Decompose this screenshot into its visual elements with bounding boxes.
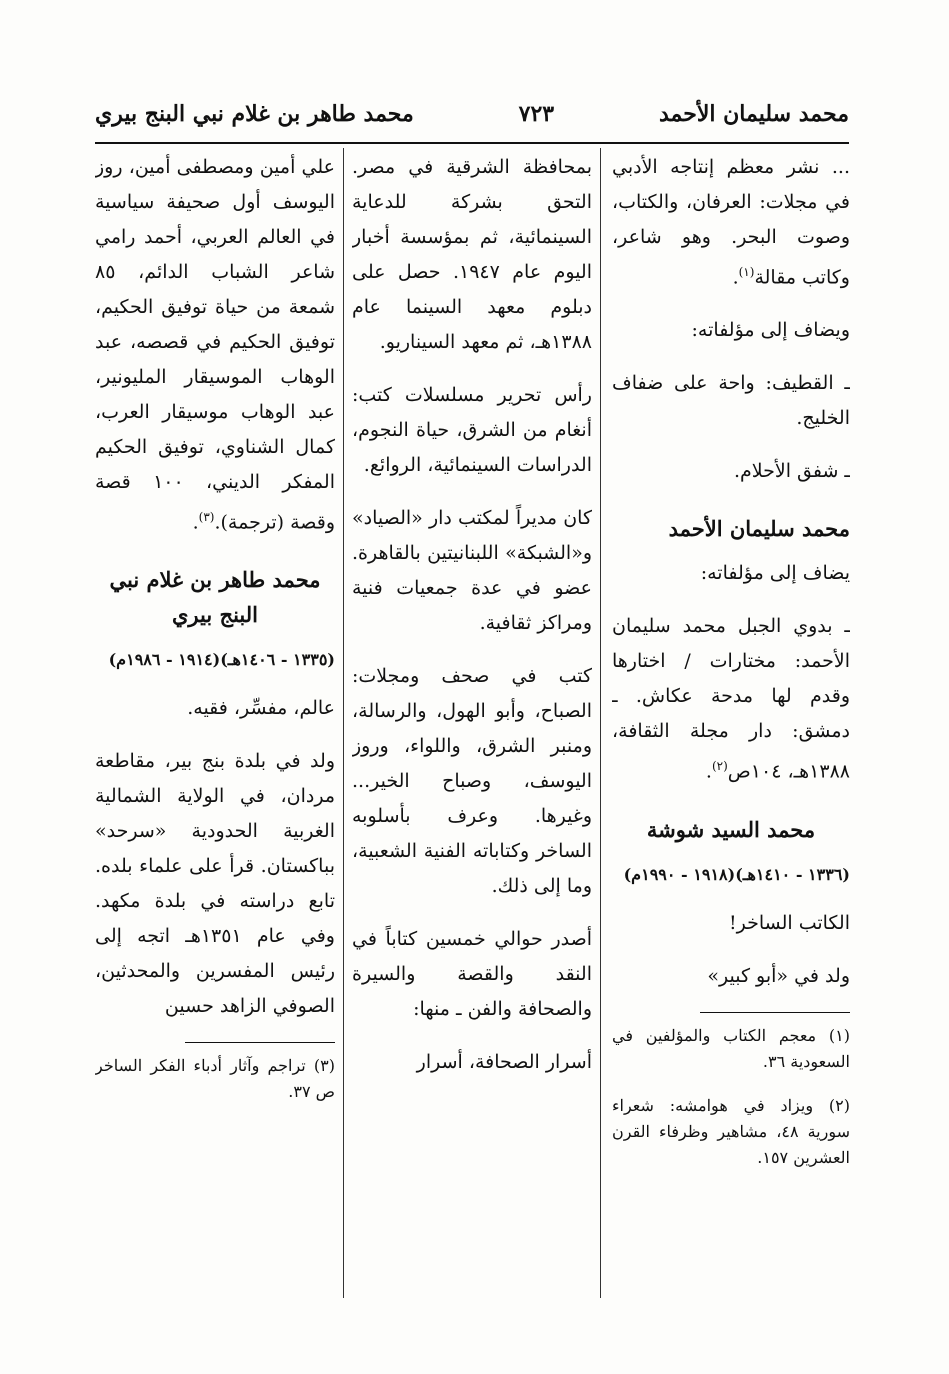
paragraph: ولد في «أبو كبير» (707, 964, 850, 987)
paragraph: كان مديراً لمكتب دار «الصياد» و«الشبكة» اللبنانيتين بالقاهرة. عضو في عدة جمعيات فنية ومراكز ثقافية. (352, 507, 592, 634)
entry-dates: (١٣٣٥ - ١٤٠٦هـ)(١٩١٤ - ١٩٨٦م) (108, 650, 335, 670)
header-right-title: محمد سليمان الأحمد (658, 101, 849, 127)
paragraph: بمحافظة الشرقية في مصر. التحق بشركة للدعاية السينمائية، ثم بمؤسسة أخبار اليوم عام ١٩٤٧. حصل على دبلوم معهد السينما عام ١٣٨٨هـ، ثم معهد السيناريو. (352, 156, 592, 353)
column-middle (352, 150, 592, 1310)
header-rule (95, 142, 849, 144)
footnote-ref: (٣) (198, 510, 215, 524)
column-right (612, 150, 850, 1310)
footnote: (٣) تراجم وآثار أدباء الفكر الساخر ص ٣٧. (95, 1056, 335, 1102)
column-left (95, 150, 335, 1310)
entry-title: محمد طاهر بن غلام نبي البنج بيري (109, 567, 321, 628)
footnote-rule (700, 1012, 850, 1013)
paragraph: يضاف إلى مؤلفاته: (700, 562, 850, 585)
column-divider-right (600, 148, 601, 1298)
paragraph: رأس تحرير مسلسلات كتب: أنغام من الشرق، حياة النجوم، الدراسات السينمائية، الروائع. (352, 384, 592, 476)
entry-dates: (١٣٣٦ - ١٤١٠هـ)(١٩١٨ - ١٩٩٠م) (623, 864, 850, 884)
footnote-rule (185, 1042, 335, 1043)
paragraph: أسرار الصحافة، أسرار (416, 1051, 592, 1073)
page-number: ٧٢٣ (518, 101, 555, 127)
footnote: (١) معجم الكتاب والمؤلفين في السعودية ٣٦. (612, 1025, 850, 1071)
paragraph: ـ بدوي الجبل محمد سليمان الأحمد: مختارات / اختارها وقدم لها مدحة عكاش. ـ دمشق: دار مجلة الثقافة، ١٣٨٨هـ، ١٠٤ص$^{(٢)}$. (612, 615, 850, 783)
entry-title: محمد السيد شوشة (646, 816, 816, 842)
paragraph: الكاتب الساخر! (728, 911, 850, 934)
paragraph: عالم، مفسِّر، فقيه. (187, 697, 335, 720)
footnote-ref: (١) (738, 265, 755, 279)
paragraph: ولد في بلدة بنج بير، مقاطعة مردان، في الولاية الشمالية الغربية الحدودية «سرحد» بباكستان. قرأ على علماء بلده. تابع دراسته في بلدة مكهد. وفي عام ١٣٥١هـ اتجه إلى رئيس المفسرين والمحدثين، الصوفي الزاهد حسين (95, 750, 335, 1018)
header-left-title: محمد طاهر بن غلام نبي البنج بيري (95, 101, 414, 127)
paragraph: كتب في صحف ومجلات: الصباح، وأبو الهول، والرسالة، ومنبر الشرق، واللواء، وروز اليوسف، وصباح الخير... وغيرها. وعرف بأسلوبه الساخر وكتاباته الفنية الشعبية، وما إلى ذلك. (352, 665, 592, 897)
paragraph: علي أمين ومصطفى أمين، روز اليوسف أول صحيفة سياسية في العالم العربي، أحمد رامي شاعر الشباب الدائم، ٨٥ شمعة من حياة توفيق الحكيم، توفيق الحكيم في قصصه، عبد الوهاب الموسيقار المليونير، عبد الوهاب موسيقار العرب، كمال الشناوي، توفيق الحكيم المفكر الديني، ١٠٠ قصة وقصة (ترجمة).$^{(٣)}$. (95, 156, 335, 534)
paragraph: أصدر حوالي خمسين كتاباً في النقد والقصة والسيرة والصحافة والفن ـ منها: (352, 928, 592, 1020)
footnote: (٢) ويزاد في هوامشه: شعراء سورية ٤٨، مشاهير وظرفاء القرن العشرين ١٥٧. (612, 1095, 850, 1167)
list-item: ـ شفق الأحلام. (733, 460, 850, 483)
footnote-ref: (٢) (711, 759, 728, 774)
entry-title: محمد سليمان الأحمد (668, 516, 850, 542)
paragraph: ... نشر معظم إنتاجه الأدبي في مجلات: العرفان، والكتاب، وصوت البحر. وهو شاعر، وكاتب مقالة$^{(١)}$. (612, 156, 850, 289)
list-item: ـ القطيف: واحة على ضفاف الخليج. (612, 372, 850, 430)
paragraph: ويضاف إلى مؤلفاته: (691, 319, 850, 342)
page-header (95, 96, 849, 132)
column-divider-left (343, 148, 344, 1298)
